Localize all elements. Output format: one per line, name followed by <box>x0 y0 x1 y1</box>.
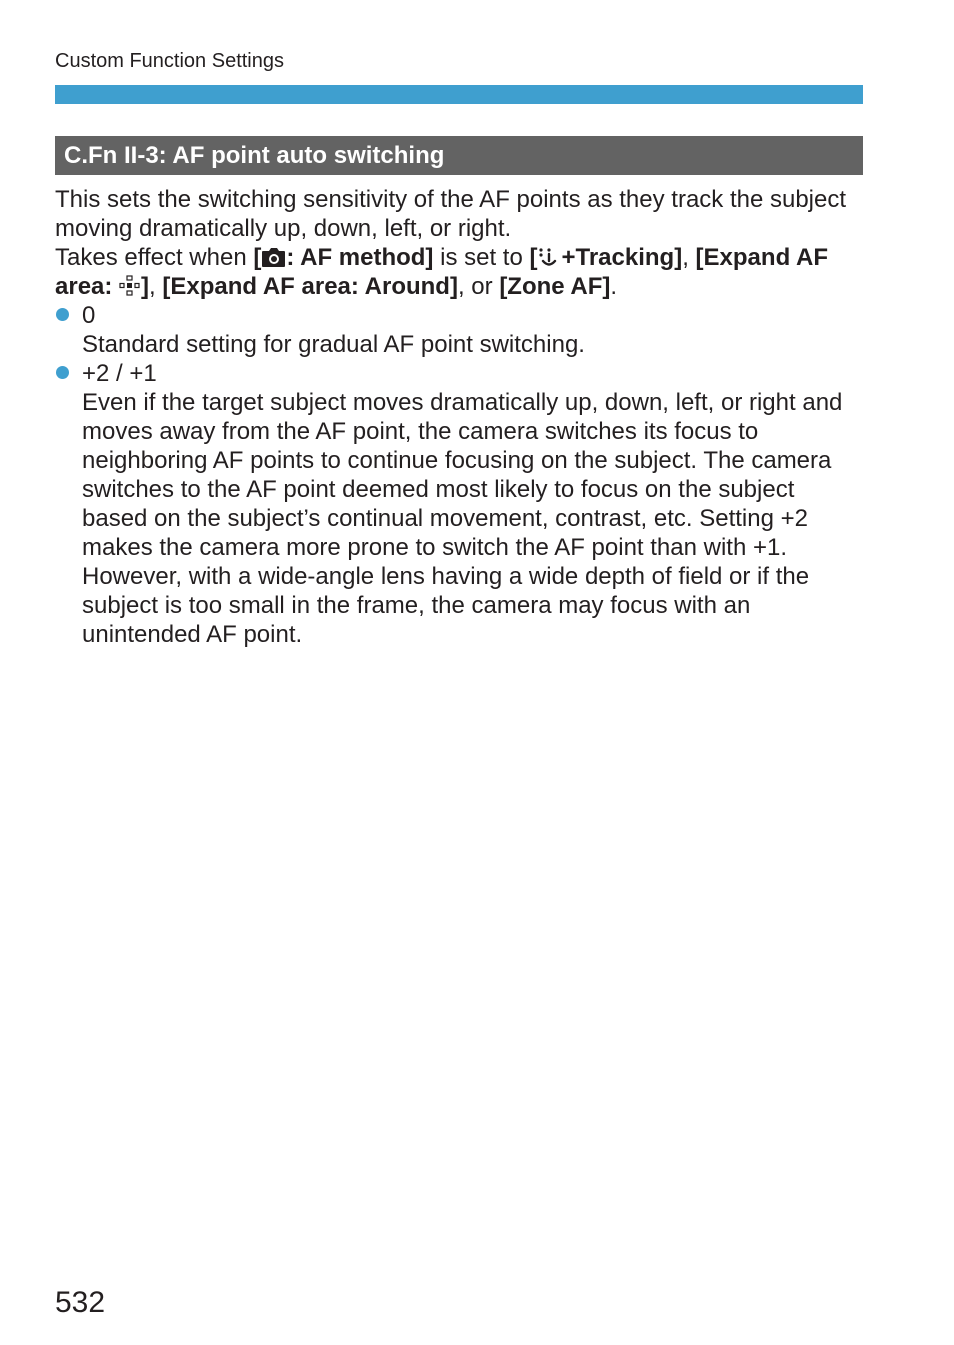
face-tracking-icon <box>537 246 561 268</box>
takes-effect-sep1: , <box>682 244 696 271</box>
option-label: +2 / +1 <box>82 360 157 387</box>
bullet-icon <box>56 308 69 321</box>
breadcrumb: Custom Function Settings <box>55 50 284 72</box>
option-item <box>55 359 855 649</box>
content-body <box>55 185 855 649</box>
option-description: Even if the target subject moves dramatically up, down, left, or right and moves away from the AF point, the camera switches its focus to neighboring AF points to continue focusing on the subject. The camera switches to the AF point deemed most likely to focus on the subject based on the subject’s continual movement, contrast, etc. Setting +2 makes the camera more prone to switch the AF point than with +1. However, with a wide-angle lens having a wide depth of field or if the subject is too small in the frame, the camera may focus with an unintended AF point. <box>82 389 843 648</box>
expand-af-open: [Expand AF area: <box>55 244 828 300</box>
takes-effect-paragraph <box>55 243 855 301</box>
af-method-ref <box>253 244 433 271</box>
header-accent-bar <box>55 85 863 104</box>
option-description: Standard setting for gradual AF point switching. <box>82 331 585 358</box>
section-title: C.Fn II-3: AF point auto switching <box>55 136 863 175</box>
zone-af-ref: [Zone AF] <box>499 273 611 300</box>
intro-paragraph: This sets the switching sensitivity of the AF points as they track the subject moving dramatically up, down, left, or right. <box>55 186 847 242</box>
expand-af-area-icon <box>119 275 141 297</box>
takes-effect-prefix: Takes effect when <box>55 244 254 271</box>
expand-af-close: ] <box>141 273 150 300</box>
tracking-open: [ <box>529 244 538 271</box>
bullet-icon <box>56 366 69 379</box>
expand-af-around-ref: [Expand AF area: Around] <box>162 273 458 300</box>
takes-effect-sep3: , or <box>457 273 500 300</box>
af-method-close: : AF method] <box>286 244 434 271</box>
option-label: 0 <box>82 302 96 329</box>
takes-effect-mid: is set to <box>433 244 530 271</box>
tracking-ref <box>529 244 682 271</box>
camera-icon <box>261 247 286 268</box>
takes-effect-sep2: , <box>149 273 163 300</box>
takes-effect-end: . <box>610 273 618 300</box>
page-number: 532 <box>55 1286 106 1319</box>
option-item <box>55 301 855 359</box>
af-method-open: [ <box>253 244 262 271</box>
tracking-close: +Tracking] <box>561 244 683 271</box>
